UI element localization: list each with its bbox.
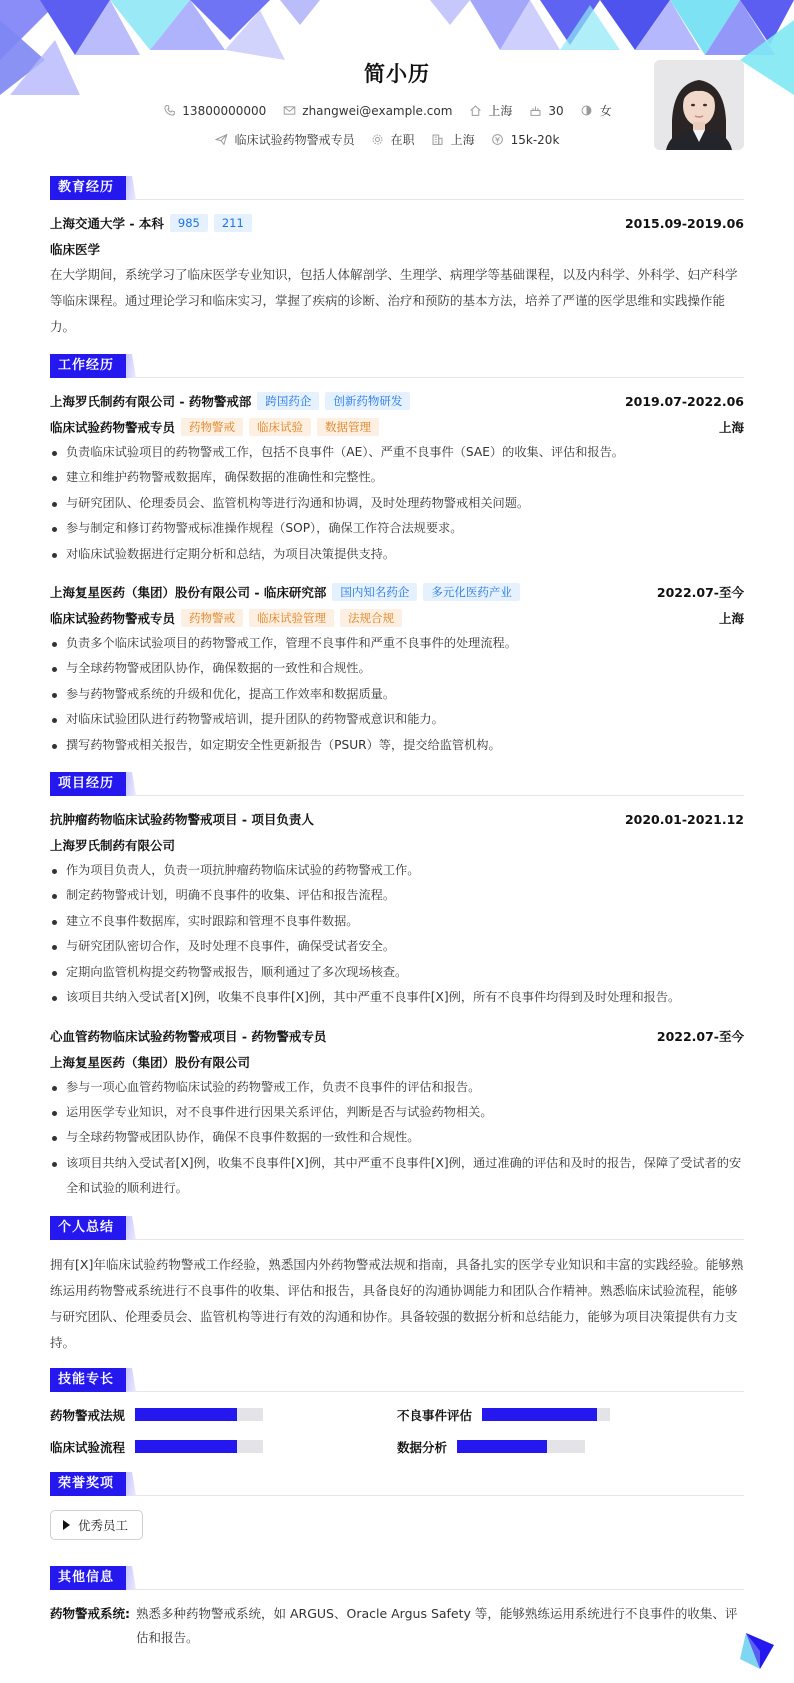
building-icon: [431, 133, 445, 147]
skill-label: 临床试验流程: [50, 1439, 126, 1455]
section-header: [50, 1566, 744, 1590]
corner-logo-icon: [740, 1629, 774, 1669]
section-header: [50, 1368, 744, 1392]
list-item: 参与药物警戒系统的升级和优化，提高工作效率和数据质量。: [50, 682, 744, 707]
phone-text: 13800000000: [182, 103, 267, 118]
award-badge: [50, 1510, 143, 1540]
summary-text: 拥有[X]年临床试验药物警戒工作经验，熟悉国内外药物警戒法规和指南，具备扎实的医学专业知识和丰富的实践经验。能够熟练运用药物警戒系统进行不良事件的收集、评估和报告，具备良好的沟通协调能力和团队合作精神。熟悉临床试验流程，能够与研究团队、伦理委员会、监管机构等进行有效的沟通和协作。具备较强的数据分析和总结能力，能够为项目决策提供有力支持。: [50, 1256, 744, 1350]
age-item: [528, 104, 563, 118]
position-name: 临床试验药物警戒专员: [50, 420, 176, 435]
status-text: 在职: [390, 133, 415, 147]
list-item: 与研究团队密切合作，及时处理不良事件，确保受试者安全。: [50, 934, 744, 959]
skill-bar: [135, 1408, 263, 1421]
list-item: 负责临床试验项目的药物警戒工作，包括不良事件（AE）、严重不良事件（SAE）的收集、评估和报告。: [50, 440, 744, 465]
section-title: 荣誉奖项: [50, 1472, 126, 1496]
education-major: 临床医学: [50, 242, 101, 257]
skill-label: 药物警戒法规: [50, 1407, 126, 1423]
project-date: 2022.07-至今: [656, 1028, 744, 1044]
project-row: [50, 1025, 744, 1047]
other-info-row: [50, 1602, 744, 1650]
resume-header: [0, 0, 794, 172]
section-title: 工作经历: [50, 354, 126, 378]
list-item: 与全球药物警戒团队协作，确保不良事件数据的一致性和合规性。: [50, 1125, 744, 1150]
age-text: 30: [548, 103, 564, 118]
summary-section: [50, 1216, 744, 1356]
list-item: 与研究团队、伦理委员会、监管机构等进行沟通和协调，及时处理药物警戒相关问题。: [50, 491, 744, 516]
position-tag: 数据管理: [317, 418, 379, 436]
list-item: 运用医学专业知识，对不良事件进行因果关系评估，判断是否与试验药物相关。: [50, 1100, 744, 1125]
email-text: zhangwei@example.com: [302, 103, 453, 118]
work-company-row: [50, 581, 744, 603]
play-icon: [63, 1520, 70, 1530]
skill-bar-fill: [482, 1408, 597, 1421]
project-item: [50, 808, 744, 1010]
list-item: 建立不良事件数据库，实时跟踪和管理不良事件数据。: [50, 909, 744, 934]
list-item: 该项目共纳入受试者[X]例，收集不良事件[X]例，其中严重不良事件[X]例，所有不良事件均得到及时处理和报告。: [50, 985, 744, 1010]
resume-content: [50, 176, 744, 1660]
skill-bar-fill: [135, 1440, 237, 1453]
list-item: 对临床试验团队进行药物警戒培训，提升团队的药物警戒意识和能力。: [50, 707, 744, 732]
list-item: 制定药物警戒计划，明确不良事件的收集、评估和报告流程。: [50, 883, 744, 908]
profile-photo: [654, 60, 744, 150]
skills-grid: [50, 1404, 744, 1458]
list-item: 撰写药物警戒相关报告，如定期安全性更新报告（PSUR）等，提交给监管机构。: [50, 733, 744, 758]
position-name: 临床试验药物警戒专员: [50, 611, 176, 627]
section-title: 个人总结: [50, 1216, 126, 1240]
skill-bar: [457, 1440, 585, 1453]
awards-section: [50, 1472, 744, 1556]
list-item: 负责多个临床试验项目的药物警戒工作，管理不良事件和严重不良事件的处理流程。: [50, 631, 744, 656]
skills-section: [50, 1368, 744, 1458]
target-city-item: [431, 131, 475, 148]
position-tag: 法规合规: [340, 609, 402, 627]
other-info-value: 熟悉多种药物警戒系统，如 ARGUS、Oracle Argus Safety 等，能够熟练运用系统进行不良事件的收集、评估和报告。: [136, 1605, 738, 1645]
education-section: [50, 176, 744, 340]
gender-icon: [580, 104, 594, 118]
work-position-row: [50, 416, 744, 438]
project-row: [50, 808, 744, 830]
section-title: 教育经历: [50, 176, 126, 200]
work-item: [50, 581, 744, 758]
coin-icon: [491, 133, 505, 147]
work-location: 上海: [718, 611, 744, 627]
project-bullets: [50, 1075, 744, 1202]
list-item: 定期向监管机构提交药物警戒报告，顺利通过了多次现场核查。: [50, 960, 744, 985]
position-tag: 临床试验: [249, 418, 311, 436]
skill-bar: [482, 1408, 610, 1421]
cake-icon: [528, 104, 542, 118]
other-section: [50, 1566, 744, 1650]
work-position-row: [50, 607, 744, 629]
work-company-line: [50, 583, 520, 601]
work-bullets: [50, 631, 744, 758]
work-company-line: [50, 392, 410, 410]
salary-item: [491, 133, 560, 147]
project-bullets: [50, 858, 744, 1010]
skill-item: [397, 1404, 744, 1426]
section-header: [50, 1216, 744, 1240]
salary-text: 15k-20k: [510, 132, 560, 147]
work-bullets: [50, 440, 744, 567]
work-date: 2022.07-至今: [656, 585, 744, 601]
project-date: 2020.01-2021.12: [624, 811, 744, 827]
phone-icon: [162, 104, 176, 118]
work-company-row: [50, 390, 744, 412]
company-name: 上海复星医药（集团）股份有限公司 - 临床研究部: [50, 585, 327, 601]
list-item: 该项目共纳入受试者[X]例，收集不良事件[X]例，其中严重不良事件[X]例，通过准确的评估和及时的报告，保障了受试者的安全和试验的顺利进行。: [50, 1151, 744, 1202]
home-icon: [468, 104, 482, 118]
position-tag: 药物警戒: [181, 609, 243, 627]
award-name: 优秀员工: [78, 1517, 129, 1533]
list-item: 作为项目负责人，负责一项抗肿瘤药物临床试验的药物警戒工作。: [50, 858, 744, 883]
target-job-text: 临床试验药物警戒专员: [234, 133, 355, 147]
position-tag: 临床试验管理: [249, 609, 334, 627]
work-location: 上海: [718, 420, 744, 435]
school-tag: 211: [214, 214, 252, 232]
skill-item: [50, 1436, 397, 1458]
section-title: 项目经历: [50, 772, 126, 796]
skill-bar-fill: [135, 1408, 237, 1421]
project-company: 上海罗氏制药有限公司: [50, 838, 176, 854]
company-name: 上海罗氏制药有限公司 - 药物警戒部: [50, 394, 252, 409]
work-date: 2019.07-2022.06: [624, 393, 744, 409]
list-item: 参与制定和修订药物警戒标准操作规程（SOP），确保工作符合法规要求。: [50, 516, 744, 541]
education-date: 2015.09-2019.06: [624, 215, 744, 231]
company-tag: 国内知名药企: [332, 583, 417, 601]
skill-bar: [135, 1440, 263, 1453]
gender-item: [580, 102, 612, 119]
education-school-line: [50, 214, 252, 232]
list-item: 参与一项心血管药物临床试验的药物警戒工作，负责不良事件的评估和报告。: [50, 1075, 744, 1100]
section-header: [50, 354, 744, 378]
candidate-name: 简小历: [364, 62, 430, 86]
skill-item: [50, 1404, 397, 1426]
school-tag: 985: [170, 214, 208, 232]
project-name: 抗肿瘤药物临床试验药物警戒项目 - 项目负责人: [50, 812, 314, 828]
company-tag: 创新药物研发: [325, 392, 410, 410]
target-city-text: 上海: [450, 133, 475, 147]
paper-plane-icon: [215, 133, 229, 147]
city-item: [468, 102, 512, 119]
project-company: 上海复星医药（集团）股份有限公司: [50, 1054, 251, 1070]
skill-bar-fill: [457, 1440, 547, 1453]
school-name: 上海交通大学 - 本科: [50, 216, 164, 231]
target-job-item: [215, 131, 355, 148]
section-title: 其他信息: [50, 1566, 126, 1590]
mail-icon: [282, 104, 296, 118]
education-row: [50, 212, 744, 234]
work-position-line: [50, 609, 402, 627]
company-tag: 跨国药企: [257, 392, 319, 410]
project-name: 心血管药物临床试验药物警戒项目 - 药物警戒专员: [50, 1028, 327, 1044]
work-position-line: [50, 418, 379, 436]
company-tag: 多元化医药产业: [423, 583, 520, 601]
list-item: 建立和维护药物警戒数据库，确保数据的准确性和完整性。: [50, 465, 744, 490]
portrait-image: [654, 60, 744, 150]
project-item: [50, 1025, 744, 1202]
skill-label: 不良事件评估: [397, 1407, 473, 1423]
list-item: 与全球药物警戒团队协作，确保数据的一致性和合规性。: [50, 656, 744, 681]
section-title: 技能专长: [50, 1368, 126, 1392]
other-info-key: 药物警戒系统:: [50, 1605, 130, 1621]
email-item: [282, 104, 452, 118]
skill-label: 数据分析: [397, 1439, 448, 1455]
city-text: 上海: [488, 104, 513, 118]
status-item: [371, 131, 415, 148]
skill-item: [397, 1436, 744, 1458]
gender-text: 女: [599, 104, 612, 118]
phone-item: [162, 104, 266, 118]
work-section: [50, 354, 744, 758]
position-tag: 药物警戒: [181, 418, 243, 436]
list-item: 对临床试验数据进行定期分析和总结，为项目决策提供支持。: [50, 542, 744, 567]
work-item: [50, 390, 744, 567]
projects-section: [50, 772, 744, 1201]
education-description: 在大学期间，系统学习了临床医学专业知识，包括人体解剖学、生理学、病理学等基础课程，以及内科学、外科学、妇产科学等临床课程。通过理论学习和临床实习，掌握了疾病的诊断、治疗和预防的基本方法，培养了严谨的医学思维和实践操作能力。: [50, 267, 738, 334]
section-header: [50, 1472, 744, 1496]
section-header: [50, 176, 744, 200]
gear-icon: [371, 133, 385, 147]
section-header: [50, 772, 744, 796]
